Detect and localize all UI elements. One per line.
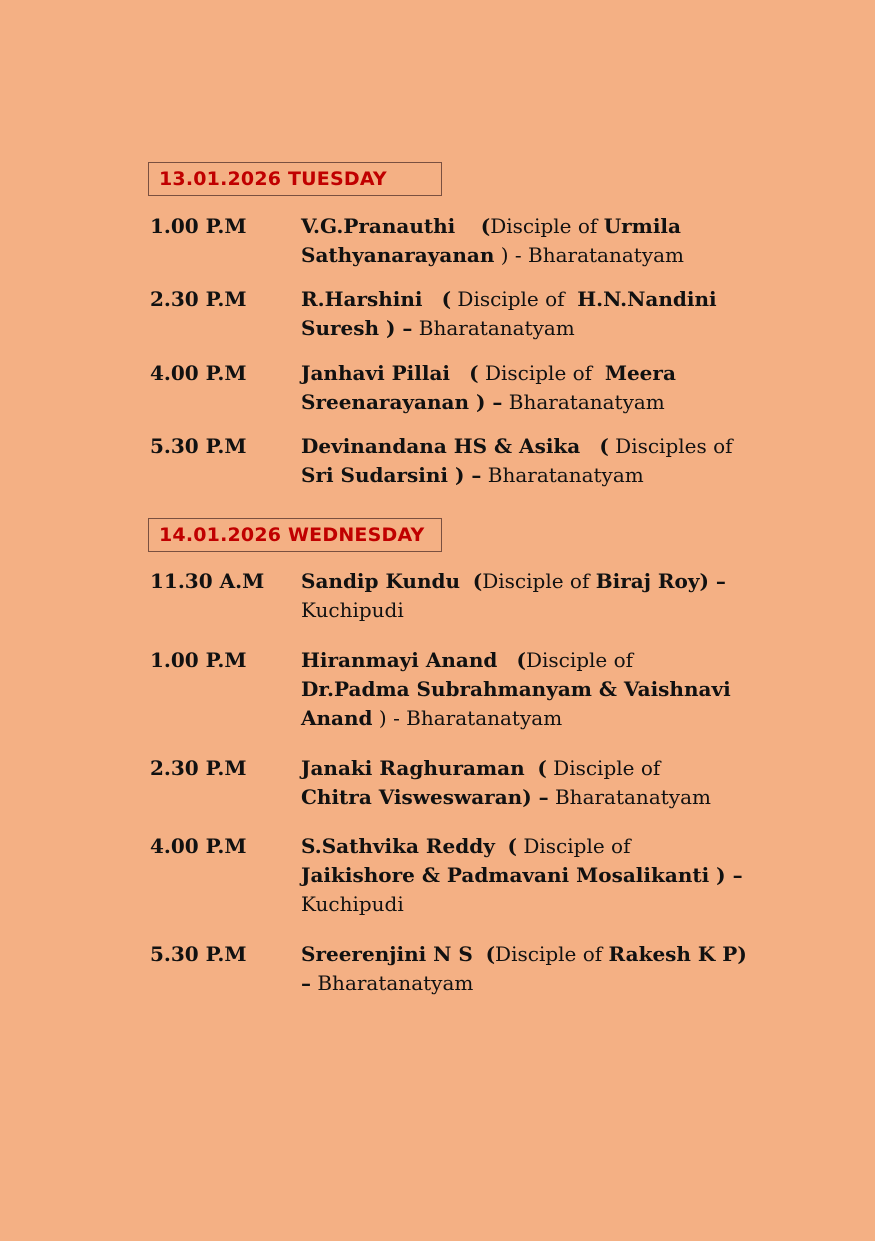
- guru: Rakesh K P): [608, 942, 747, 966]
- performer: V.G.Pranauthi: [301, 214, 456, 238]
- disciple-label: Disciple of: [553, 756, 661, 780]
- paren: (: [469, 361, 479, 385]
- schedule-entry: [150, 940, 770, 998]
- guru: Sathyanarayanan: [301, 243, 495, 267]
- schedule-entry: [150, 432, 770, 490]
- disciple-label: Disciple of: [484, 361, 593, 385]
- performer: Janaki Raghuraman: [301, 756, 525, 780]
- entry-time: 1.00 P.M: [150, 214, 247, 238]
- performer: Janhavi Pillai: [301, 361, 451, 385]
- schedule-entry: [150, 285, 770, 343]
- entry-description: [301, 359, 741, 417]
- dance-style: Kuchipudi: [301, 892, 404, 916]
- disciple-label: Disciples of: [615, 434, 733, 458]
- paren: (: [599, 434, 609, 458]
- entry-time: 1.00 P.M: [150, 648, 247, 672]
- dance-style: Kuchipudi: [301, 598, 404, 622]
- guru: Sri Sudarsini ) –: [301, 463, 482, 487]
- paren: (: [516, 648, 526, 672]
- entry-description: [301, 567, 741, 625]
- paren: (: [485, 942, 496, 966]
- entry-time: 4.00 P.M: [150, 834, 247, 858]
- performer: Sandip Kundu: [301, 569, 461, 593]
- entry-time: 4.00 P.M: [150, 361, 247, 385]
- dance-style: Bharatanatyam: [554, 785, 711, 809]
- schedule-entry: [150, 359, 770, 417]
- guru: Chitra Visweswaran) –: [301, 785, 549, 809]
- schedule-entry: [150, 646, 770, 733]
- entry-time: 2.30 P.M: [150, 756, 247, 780]
- entry-time: 5.30 P.M: [150, 434, 247, 458]
- entry-description: [301, 285, 741, 343]
- guru: Urmila: [603, 214, 681, 238]
- entry-time: 5.30 P.M: [150, 942, 247, 966]
- entry-description: [301, 754, 741, 812]
- day-header: 14.01.2026 WEDNESDAY: [148, 518, 442, 552]
- disciple-label: Disciple of: [523, 834, 631, 858]
- dance-style: ) - Bharatanatyam: [378, 706, 563, 730]
- guru: H.N.Nandini: [577, 287, 717, 311]
- disciple-label: Disciple of: [525, 648, 634, 672]
- performer: Devinandana HS & Asika: [301, 434, 581, 458]
- guru: Meera: [604, 361, 676, 385]
- disciple-label: Disciple of: [490, 214, 598, 238]
- paren: (: [507, 834, 517, 858]
- disciple-label: Disciple of: [495, 942, 603, 966]
- guru: Biraj Roy) –: [595, 569, 726, 593]
- schedule-entry: [150, 754, 770, 812]
- guru: Sreenarayanan ) –: [301, 390, 503, 414]
- schedule-entry: [150, 567, 770, 625]
- paren: (: [480, 214, 491, 238]
- entry-time: 2.30 P.M: [150, 287, 247, 311]
- performer: Sreerenjini N S: [301, 942, 473, 966]
- guru: Dr.Padma Subrahmanyam & Vaishnavi: [301, 677, 731, 701]
- schedule-entry: [150, 832, 770, 919]
- entry-description: [301, 940, 747, 998]
- entry-description: [301, 212, 741, 270]
- performer: Hiranmayi Anand: [301, 648, 498, 672]
- performer: R.Harshini: [301, 287, 423, 311]
- guru: Suresh ) –: [301, 316, 413, 340]
- entry-time: 11.30 A.M: [150, 569, 265, 593]
- paren: (: [472, 569, 483, 593]
- schedule-entry: [150, 212, 770, 270]
- dash: –: [301, 971, 311, 995]
- disciple-label: Disciple of: [457, 287, 565, 311]
- performer: S.Sathvika Reddy: [301, 834, 495, 858]
- paren: (: [441, 287, 452, 311]
- guru: Jaikishore & Padmavani Mosalikanti ) –: [301, 863, 743, 887]
- paren: (: [537, 756, 547, 780]
- day-header: 13.01.2026 TUESDAY: [148, 162, 442, 196]
- disciple-label: Disciple of: [482, 569, 590, 593]
- entry-description: [301, 832, 741, 919]
- dance-style: ) - Bharatanatyam: [500, 243, 685, 267]
- entry-description: [301, 646, 741, 733]
- dance-style: Bharatanatyam: [418, 316, 575, 340]
- guru: Anand: [301, 706, 373, 730]
- dance-style: Bharatanatyam: [317, 971, 474, 995]
- entry-description: [301, 432, 741, 490]
- dance-style: Bharatanatyam: [487, 463, 644, 487]
- dance-style: Bharatanatyam: [508, 390, 665, 414]
